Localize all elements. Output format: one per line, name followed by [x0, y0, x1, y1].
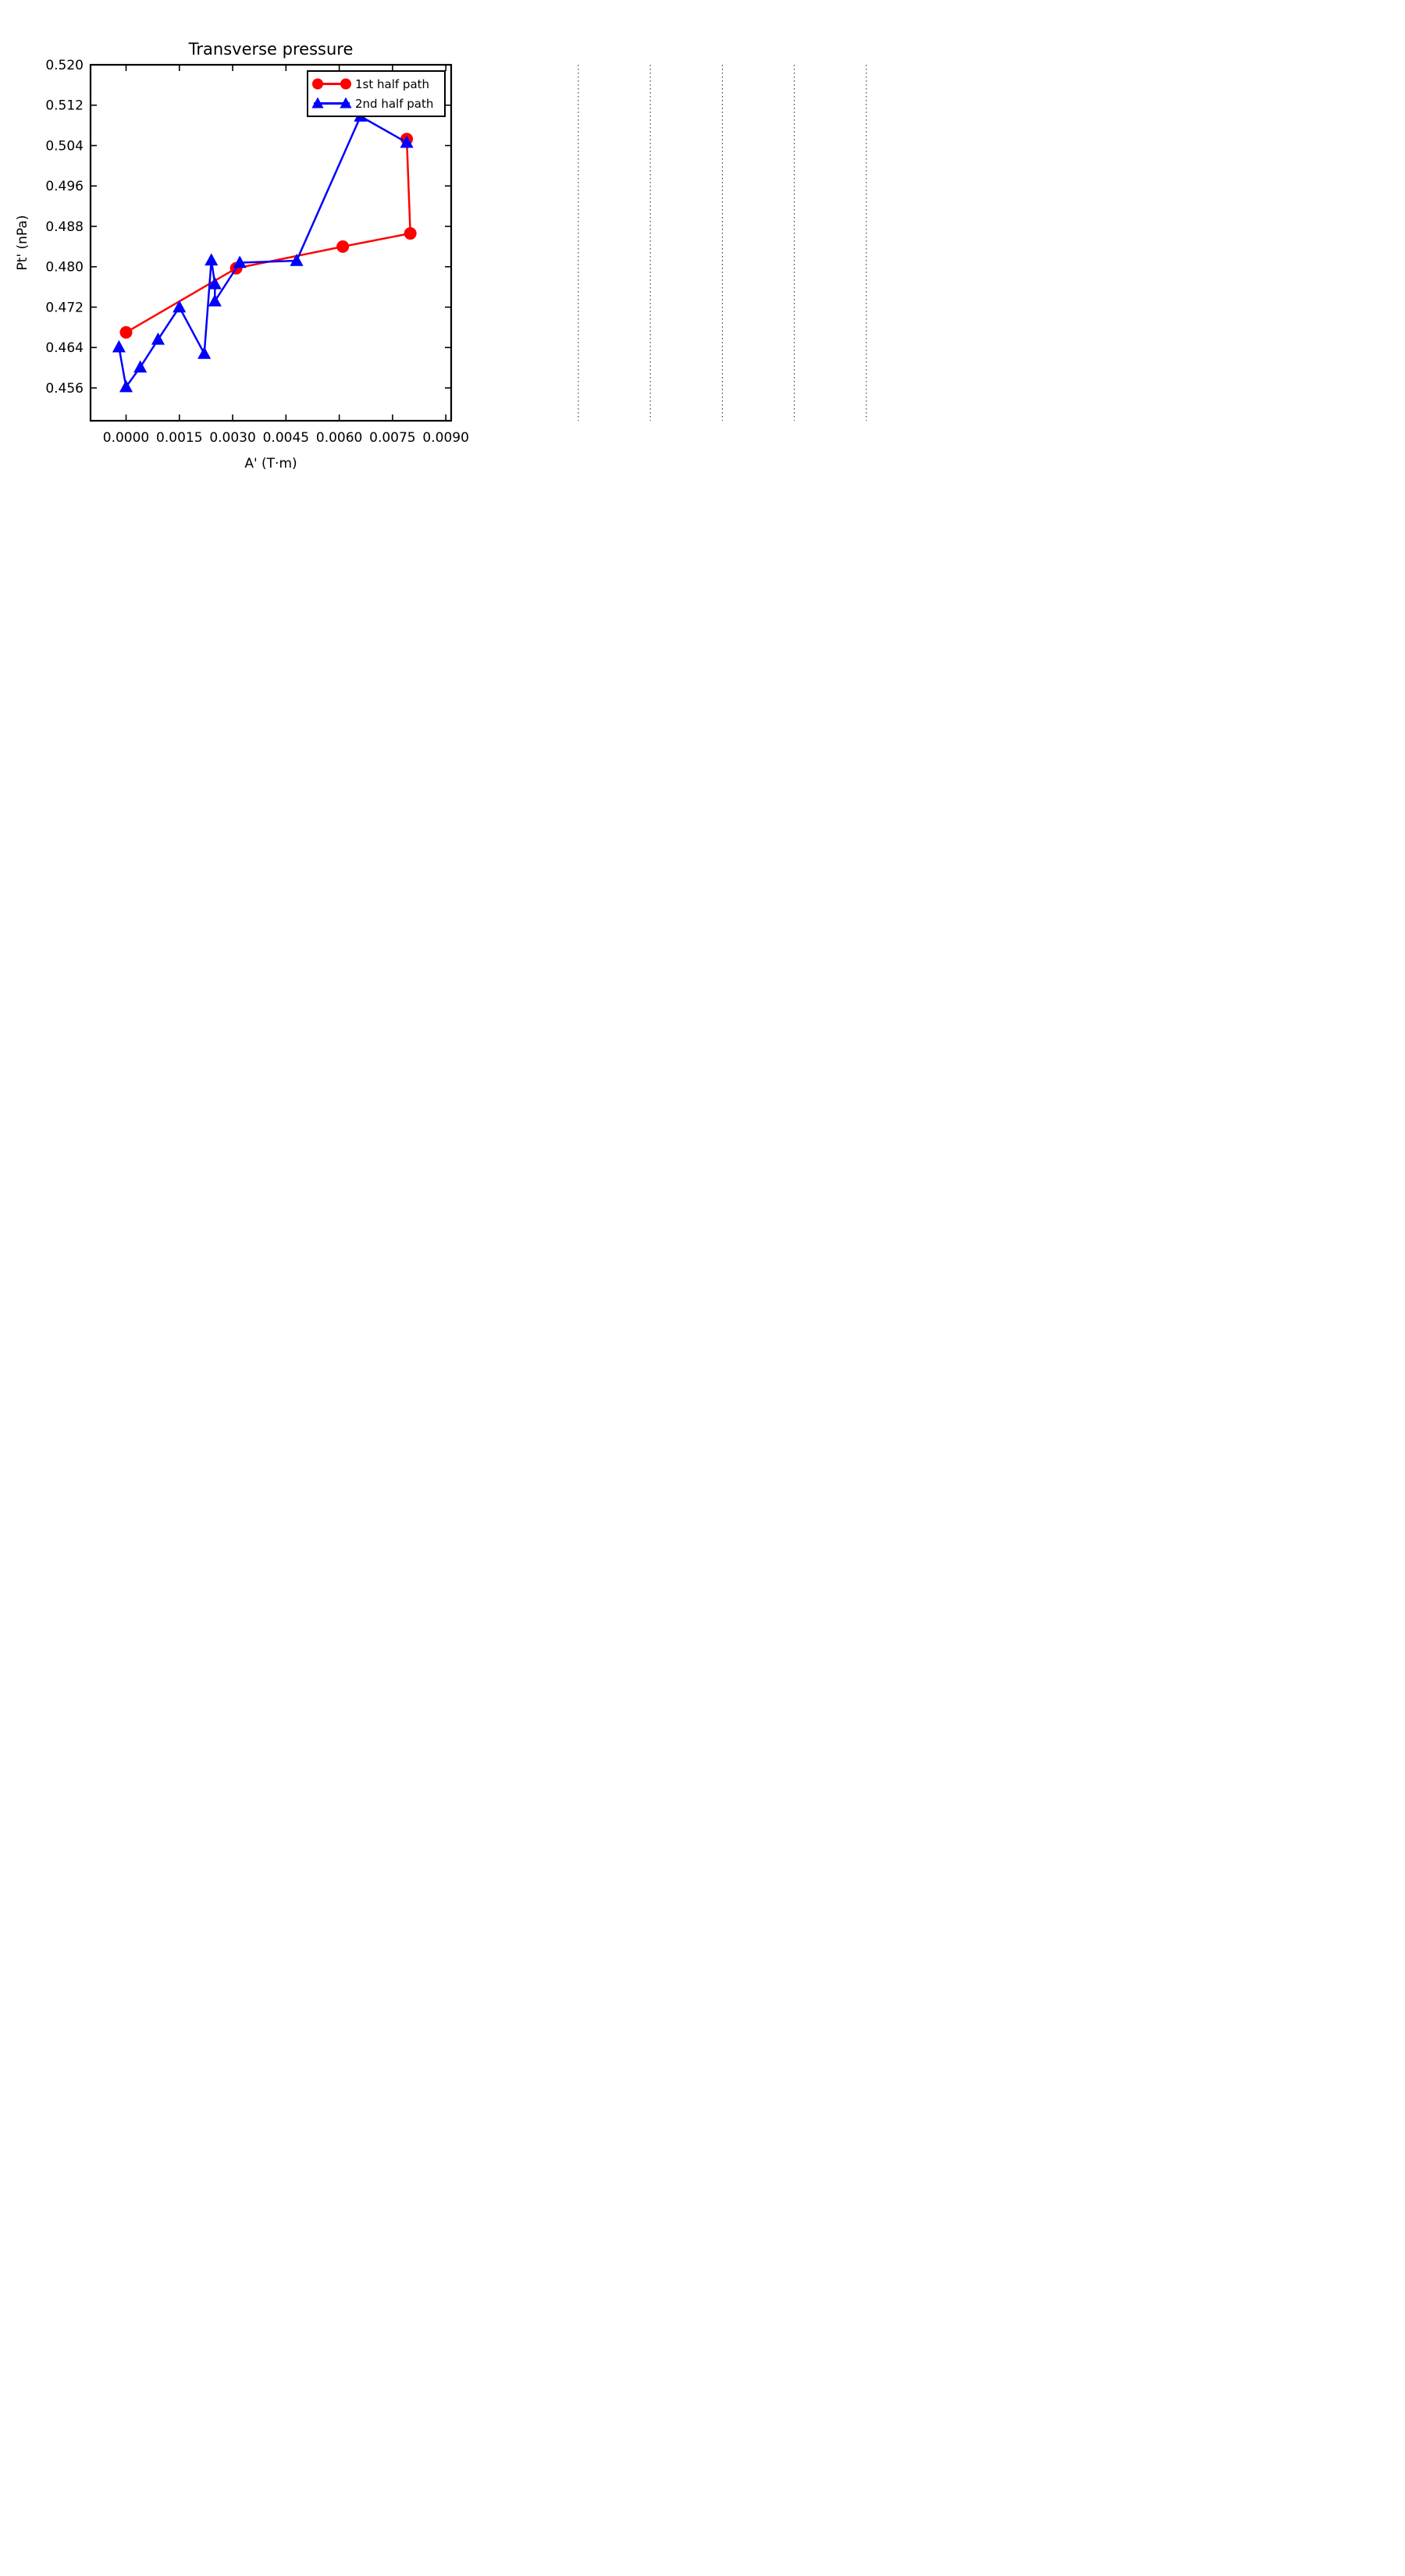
chart-title: Transverse pressure: [188, 40, 354, 59]
series-second-half-path: [112, 109, 414, 392]
series-first-half-path: [120, 133, 417, 339]
axes-frame: [91, 65, 451, 421]
x-tick-label: 0.0090: [422, 430, 469, 446]
chart-transverse-pressure: [15, 40, 469, 471]
x-tick-label: 0.0000: [102, 430, 150, 446]
x-tick-label: 0.0015: [156, 430, 203, 446]
y-tick-label: 0.472: [45, 300, 84, 316]
x-tick-label: 0.0030: [209, 430, 256, 446]
legend-label: 2nd half path: [355, 96, 434, 111]
y-tick-label: 0.520: [45, 58, 84, 73]
grid: [578, 65, 866, 421]
y-tick-label: 0.504: [45, 138, 84, 155]
y-tick-label: 0.464: [45, 340, 84, 357]
x-axis-label: A' (T·m): [244, 456, 297, 471]
y-tick-label: 0.480: [45, 259, 84, 276]
x-tick-label: 0.0060: [315, 430, 363, 446]
y-axis-label: Pt' (nPa): [15, 215, 30, 271]
x-tick-label: 0.0075: [369, 430, 416, 446]
x-tick-label: 0.0045: [262, 430, 310, 446]
y-tick-label: 0.512: [45, 98, 84, 114]
legend-label: 1st half path: [355, 76, 430, 91]
y-tick-label: 0.488: [45, 219, 84, 235]
y-tick-label: 0.456: [45, 380, 84, 397]
legend: [308, 71, 445, 116]
y-tick-label: 0.496: [45, 179, 84, 195]
chart-hodogram-v2v1-mvab: [578, 65, 866, 421]
